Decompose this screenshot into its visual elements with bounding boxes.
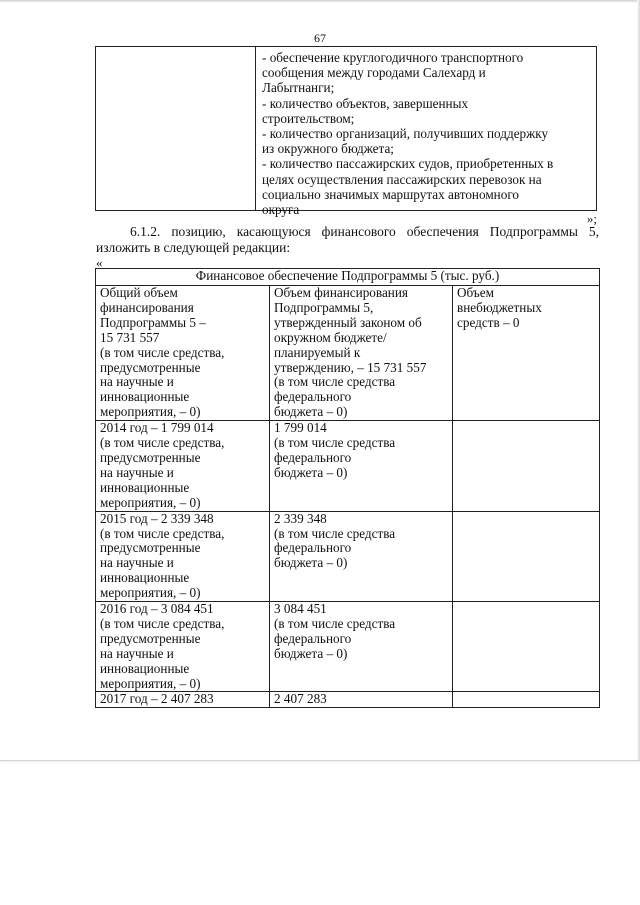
cell-text-line: федерального bbox=[274, 540, 352, 556]
indicator-line: из окружного бюджета; bbox=[262, 141, 394, 157]
scan-edge-top bbox=[0, 0, 640, 3]
cell-text-line: инновационные bbox=[100, 389, 190, 405]
cell-text-line: мероприятия, – 0) bbox=[100, 585, 201, 601]
finance-table bbox=[95, 268, 600, 708]
cell-text-line: утверждению, – 15 731 557 bbox=[274, 359, 427, 375]
cell-text-line: бюджета – 0) bbox=[274, 404, 348, 420]
cell-text-line: мероприятия, – 0) bbox=[100, 675, 201, 691]
year-total-cell bbox=[96, 602, 270, 692]
year-extrabudgetary-cell bbox=[453, 602, 600, 692]
cell-text-line: Подпрограммы 5 – bbox=[100, 314, 206, 330]
year-total-cell bbox=[96, 692, 270, 708]
cell-text-line: Подпрограммы 5, bbox=[274, 299, 374, 315]
extrabudgetary-cell bbox=[453, 286, 600, 421]
cell-text-line: 2 407 283 bbox=[274, 691, 327, 707]
cell-text-line: инновационные bbox=[100, 660, 190, 676]
cell-text-line: федерального bbox=[274, 449, 352, 465]
paragraph-line-1: 6.1.2. позицию, касающуюся финансового обеспечения Подпрограммы 5, bbox=[130, 224, 599, 239]
indicators-table-left-cell bbox=[96, 47, 256, 210]
cell-text-line: финансирования bbox=[100, 299, 194, 315]
cell-text-line: на научные и bbox=[100, 464, 174, 480]
total-volume-cell bbox=[96, 286, 270, 421]
indicators-list bbox=[262, 50, 592, 217]
indicator-line: строительством; bbox=[262, 110, 355, 126]
cell-text-line: утвержденный законом об bbox=[274, 314, 422, 330]
cell-text-line: на научные и bbox=[100, 645, 174, 661]
table-row bbox=[96, 511, 600, 601]
cell-text-line: 2017 год – 2 407 283 bbox=[100, 691, 214, 707]
cell-text-line: Объем финансирования bbox=[274, 285, 408, 300]
year-financing-cell bbox=[270, 692, 453, 708]
finance-table-header-row bbox=[96, 286, 600, 421]
cell-text-line: федерального bbox=[274, 630, 352, 646]
indicator-line: целях осуществления пассажирских перевозок на bbox=[262, 171, 542, 187]
indicator-line: - количество организаций, получивших поддержку bbox=[262, 126, 549, 142]
opening-quote: « bbox=[96, 255, 103, 270]
year-extrabudgetary-cell bbox=[453, 511, 600, 601]
indicator-line: Лабытнанги; bbox=[262, 80, 335, 96]
cell-text-line: мероприятия, – 0) bbox=[100, 404, 201, 420]
indicator-line: округа bbox=[262, 202, 300, 218]
table-row bbox=[96, 692, 600, 708]
cell-text-line: (в том числе средства bbox=[274, 525, 396, 541]
cell-text-line: инновационные bbox=[100, 479, 190, 495]
cell-text-line: средств – 0 bbox=[457, 314, 520, 330]
cell-text-line: бюджета – 0) bbox=[274, 464, 348, 480]
cell-text-line: предусмотренные bbox=[100, 449, 201, 465]
year-financing-cell bbox=[270, 421, 453, 511]
year-financing-cell bbox=[270, 511, 453, 601]
cell-text-line: (в том числе средства, bbox=[100, 615, 225, 631]
year-total-cell bbox=[96, 511, 270, 601]
finance-table-caption: Финансовое обеспечение Подпрограммы 5 (тыс. руб.) bbox=[96, 269, 600, 286]
cell-text-line: инновационные bbox=[100, 570, 190, 586]
indicator-line: социально значимых маршрутах автономного bbox=[262, 186, 519, 202]
cell-text-line: 3 084 451 bbox=[274, 601, 327, 617]
cell-text-line: планируемый к bbox=[274, 344, 361, 360]
cell-text-line: предусмотренные bbox=[100, 630, 201, 646]
cell-text-line: окружном бюджете/ bbox=[274, 329, 387, 345]
cell-text-line: бюджета – 0) bbox=[274, 555, 348, 571]
finance-table-caption-row bbox=[96, 269, 600, 286]
amendment-paragraph bbox=[96, 224, 599, 255]
year-extrabudgetary-cell bbox=[453, 421, 600, 511]
page-number: 67 bbox=[314, 31, 326, 45]
cell-text-line: предусмотренные bbox=[100, 540, 201, 556]
cell-text-line: (в том числе средства, bbox=[100, 344, 225, 360]
cell-text-line: бюджета – 0) bbox=[274, 645, 348, 661]
cell-text-line: 2015 год – 2 339 348 bbox=[100, 510, 214, 526]
indicator-line: сообщения между городами Салехард и bbox=[262, 65, 486, 81]
cell-text-line: (в том числе средства bbox=[274, 435, 396, 451]
cell-text-line: 1 799 014 bbox=[274, 420, 327, 436]
cell-text-line: (в том числе средства, bbox=[100, 525, 225, 541]
cell-text-line: федерального bbox=[274, 389, 352, 405]
cell-text-line: (в том числе средства bbox=[274, 374, 396, 390]
indicator-line: - количество пассажирских судов, приобретенных в bbox=[262, 156, 554, 172]
year-extrabudgetary-cell bbox=[453, 692, 600, 708]
cell-text-line: внебюджетных bbox=[457, 299, 542, 315]
cell-text-line: 2016 год – 3 084 451 bbox=[100, 601, 214, 617]
cell-text-line: 2014 год – 1 799 014 bbox=[100, 420, 214, 436]
cell-text-line: мероприятия, – 0) bbox=[100, 494, 201, 510]
cell-text-line: предусмотренные bbox=[100, 359, 201, 375]
year-financing-cell bbox=[270, 602, 453, 692]
cell-text-line: 15 731 557 bbox=[100, 329, 160, 345]
table-row bbox=[96, 602, 600, 692]
indicators-table bbox=[95, 46, 597, 218]
indicator-line: - обеспечение круглогодичного транспортного bbox=[262, 50, 524, 65]
cell-text-line: (в том числе средства, bbox=[100, 435, 225, 451]
table-row bbox=[96, 421, 600, 511]
cell-text-line: 2 339 348 bbox=[274, 510, 327, 526]
cell-text-line: Общий объем bbox=[100, 285, 178, 300]
year-total-cell bbox=[96, 421, 270, 511]
cell-text-line: на научные и bbox=[100, 555, 174, 571]
cell-text-line: на научные и bbox=[100, 374, 174, 390]
cell-text-line: (в том числе средства bbox=[274, 615, 396, 631]
closing-quote: »; bbox=[586, 211, 597, 226]
cell-text-line: Объем bbox=[457, 285, 494, 300]
financing-volume-cell bbox=[270, 286, 453, 421]
indicator-line: - количество объектов, завершенных bbox=[262, 95, 469, 111]
paragraph-line-2: изложить в следующей редакции: bbox=[96, 239, 291, 255]
